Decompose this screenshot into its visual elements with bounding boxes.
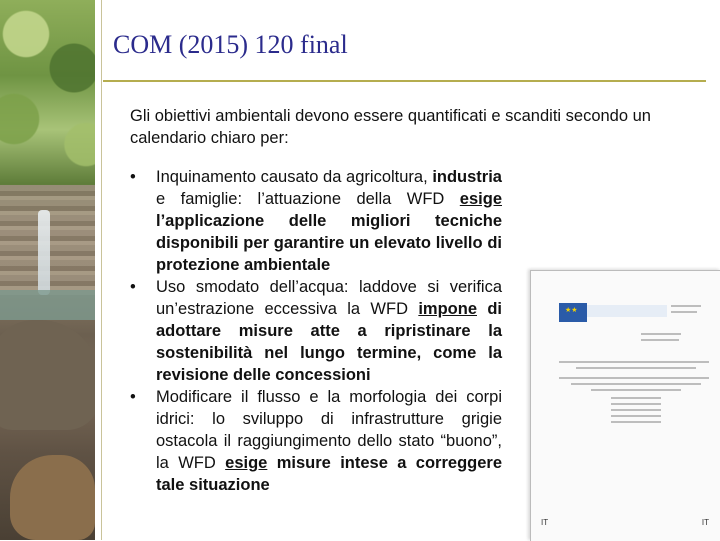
vertical-divider (101, 0, 102, 540)
bullet-text: Uso smodato dell’acqua: laddove si verifica un’estrazione eccessiva la WFD (156, 278, 502, 318)
thumbnail-line (559, 361, 709, 363)
bullet-marker: • (130, 278, 136, 296)
bullet-item (130, 166, 502, 276)
thumbnail-line (576, 367, 696, 369)
thumbnail-line (641, 339, 679, 341)
thumbnail-header-band (587, 305, 667, 317)
bullet-item (130, 276, 502, 386)
intro-text: Gli obiettivi ambientali devono essere quantificati e scanditi secondo un calendario chiaro per: (130, 107, 651, 147)
bullet-list (130, 166, 502, 496)
photo-pool (0, 290, 95, 320)
title-underline (103, 80, 706, 82)
bullet-text: e famiglie: l’attuazione della WFD (156, 190, 460, 208)
thumbnail-line (611, 421, 661, 423)
bullet-bold-text: l’applicazione delle migliori tecniche disponibili per garantire un elevato livello di protezione ambientale (156, 212, 502, 274)
bullet-item (130, 386, 502, 496)
bullet-marker: • (130, 168, 136, 186)
thumbnail-line (611, 415, 661, 417)
bullet-keyword: esige (459, 190, 502, 208)
photo-rock (0, 320, 95, 430)
thumbnail-language-right: IT (701, 518, 709, 527)
bullet-keyword: esige (225, 454, 268, 472)
bullet-bold-text: industria (432, 168, 502, 186)
bullet-bold-text: di adottare misure atte a ripristinare la sostenibilità nel lungo termine, come la revisione delle concessioni (156, 300, 502, 384)
eu-flag-icon (559, 303, 587, 322)
thumbnail-line (671, 305, 701, 307)
thumbnail-line (641, 333, 681, 335)
bullet-text: Inquinamento causato da agricoltura, (156, 168, 433, 186)
thumbnail-line (671, 311, 697, 313)
slide-title: COM (2015) 120 final (113, 30, 348, 59)
thumbnail-line (571, 383, 701, 385)
waterfall-photo (0, 0, 95, 540)
thumbnail-line (611, 403, 661, 405)
bullet-keyword: impone (418, 300, 477, 318)
bullet-bold-text: misure intese a correggere tale situazione (156, 454, 502, 494)
photo-foliage (0, 0, 95, 170)
document-thumbnail (530, 270, 720, 541)
photo-rock (10, 455, 95, 540)
photo-waterfall (38, 210, 50, 295)
thumbnail-line (611, 397, 661, 399)
thumbnail-line (591, 389, 681, 391)
bullet-marker: • (130, 388, 136, 406)
thumbnail-line (611, 409, 661, 411)
thumbnail-line (559, 377, 709, 379)
thumbnail-language-left: IT (541, 518, 549, 527)
bullet-text: Modificare il flusso e la morfologia dei corpi idrici: lo sviluppo di infrastrutture grigie ostacola il raggiungimento dello stato “buono”, la WFD (156, 388, 502, 472)
